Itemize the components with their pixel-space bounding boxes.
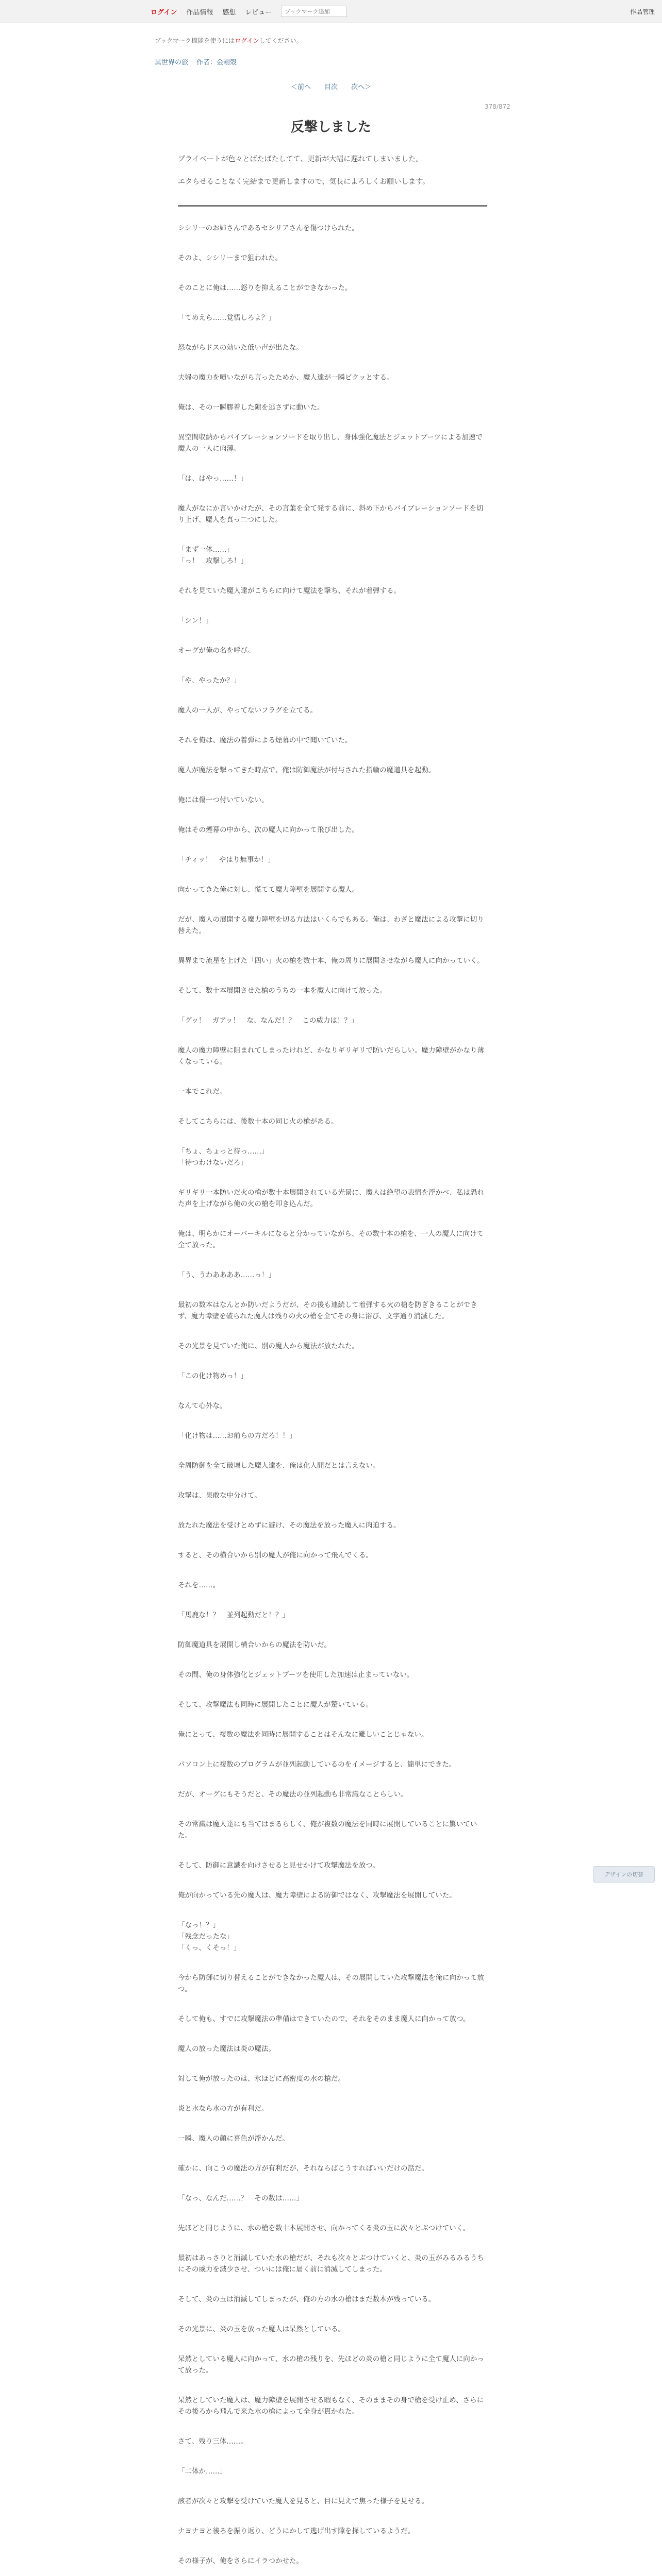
novel-paragraph: 魔人がなにか言いかけたが、その言葉を全て発する前に、斜め下からバイブレーションソードを切り上げ、魔人を真っ二つにした。: [178, 504, 484, 524]
novel-paragraph: 該者が次々と攻撃を受けていた魔人を見ると、目に見えて焦った様子を見せる。: [178, 2497, 428, 2505]
breadcrumb-author[interactable]: 作者：金剛殻: [196, 59, 237, 66]
novel-paragraph: 対して俺が放ったのは、氷ほどに高密度の水の槍だ。: [178, 2075, 345, 2083]
novel-paragraph: 異空間収納からバイブレーションソードを取り出し、身体強化魔法とジェットブーツによる加速で魔人の一人に肉薄。: [178, 433, 483, 453]
notice-login-link[interactable]: ログイン: [235, 37, 259, 44]
novel-paragraph: 炎と水なら水の方が有利だ。: [178, 2105, 269, 2113]
novel-paragraph: 「馬鹿な！？ 並列起動だと！？」: [178, 1611, 289, 1619]
novel-paragraph: そして俺も、すでに攻撃魔法の準備はできていたので、それをそのまま魔人に向かって放つ。: [178, 2015, 470, 2023]
preface-line: エタらせることなく完結まで更新しますので、気長によろしくお願いします。: [178, 178, 430, 186]
novel-paragraph: だが、魔人の展開する魔力障壁を切る方法はいくらでもある。俺は、わざと魔法による攻撃に切り替えた。: [178, 916, 484, 935]
chapter-pager: [0, 81, 662, 91]
novel-paragraph: 最初はあっさりと消滅していた水の槍だが、それも次々とぶつけていくと、炎の玉がみるみるうちにその威力を減少させ、ついには俺に届く前に消滅してしまった。: [178, 2254, 484, 2274]
novel-paragraph: 先ほどと同じように、水の槍を数十本展開させ、向かってくる炎の玉に次々とぶつけていく。: [178, 2224, 470, 2232]
novel-paragraph: 「や、やったか？」: [178, 676, 241, 685]
novel-paragraph: だが、オーグにもそうだと、その魔法の並列起動も非常識なことらしい。: [178, 1790, 408, 1799]
notice-suffix: してください。: [259, 37, 303, 44]
preface-divider: [178, 205, 487, 207]
novel-paragraph: 俺はその煙幕の中から、次の魔人に向かって飛び出した。: [178, 826, 359, 834]
top-nav-bar: [0, 0, 662, 23]
novel-paragraph: 「化け物は……お前らの方だろ！！」: [178, 1432, 296, 1440]
novel-body: [178, 223, 487, 2576]
novel-paragraph: 「てめえら……覚悟しろよ？」: [178, 314, 275, 322]
novel-paragraph: そして、防御に意識を向けさせると見せかけて攻撃魔法を放つ。: [178, 1861, 379, 1870]
novel-paragraph: その間、俺の身体強化とジェットブーツを使用した加速は止まっていない。: [178, 1671, 414, 1679]
novel-paragraph: 最初の数本はなんとか防いだようだが、その後も連続して着弾する火の槍を防ぎきることができず、魔力障壁を破られた魔人は残りの火の槍を全てその身に浴び、文字通り消滅した。: [178, 1301, 477, 1320]
novel-paragraph: その光景に、炎の玉を放った魔人は呆然としている。: [178, 2325, 345, 2333]
novel-paragraph: 「二体か……」: [178, 2467, 227, 2476]
breadcrumb-series[interactable]: 異世界の旅: [155, 59, 189, 66]
novel-paragraph: 呆然としている魔人に向かって、水の槍の残りを、先ほどの炎の槍と同じように全て魔人に向かって放った。: [178, 2355, 484, 2375]
novel-paragraph: 一本でこれだ。: [178, 1088, 227, 1096]
novel-paragraph: そして、攻撃魔法も同時に展開したことに魔人が驚いている。: [178, 1701, 373, 1709]
novel-paragraph: 「なっ、なんだ……？ その数は……」: [178, 2194, 303, 2202]
novel-paragraph: 「は、はやっ……！」: [178, 474, 247, 483]
novel-paragraph: 一瞬、魔人の顔に喜色が浮かんだ。: [178, 2134, 289, 2143]
novel-paragraph: ギリギリ一本防いだ火の槍が数十本展開されている光景に、魔人は絶望の表情を浮かべ、私は恐れた声を上げながら俺の火の槍を叩き込んだ。: [178, 1189, 484, 1208]
design-switch-button[interactable]: デザインの切替: [593, 1866, 655, 1883]
nav-link-info[interactable]: 作品情報: [186, 8, 213, 16]
novel-paragraph: 異界まで流星を上げた「四い」火の槍を数十本、俺の周りに展開させながら魔人に向かっていく。: [178, 957, 484, 965]
novel-paragraph: 俺にとって、複数の魔法を同時に展開することはそんなに難しいことじゃない。: [178, 1731, 428, 1739]
bookmark-input[interactable]: [281, 6, 347, 17]
novel-paragraph: 魔人の魔力障壁に阻まれてしまったけれど、かなりギリギリで防いだらしい。魔力障壁がかなり薄くなっている。: [178, 1046, 484, 1066]
novel-paragraph: そのよ、シシリーまで狙われた。: [178, 254, 283, 262]
novel-paragraph: 確かに、向こうの魔法の方が有利だが、それならばこうすればいいだけの話だ。: [178, 2164, 428, 2173]
novel-paragraph: そして、炎の玉は消滅してしまったが、俺の方の水の槍はまだ数本が残っている。: [178, 2295, 436, 2303]
chapter-title: 反撃しました: [290, 120, 371, 135]
novel-paragraph: 夫婦の魔力を噴いながら言ったためか、魔人達が一瞬ビクッとする。: [178, 374, 394, 382]
novel-paragraph: 「ちょ、ちょっと待っ……」 「待つわけないだろ」: [178, 1147, 269, 1167]
prev-link[interactable]: ＜前へ: [290, 83, 311, 91]
novel-paragraph: 「なっ！？」 「残念だったな」 「くっ、くそっ！」: [178, 1921, 241, 1952]
novel-paragraph: 防御魔道具を展開し横合いからの魔法を防いだ。: [178, 1641, 331, 1649]
top-nav-links: [151, 4, 347, 19]
novel-paragraph: パソコン上に複数のプログラムが並列起動しているのをイメージすると、簡単にできた。: [178, 1760, 456, 1769]
novel-paragraph: それを見ていた魔人達がこちらに向けて魔法を撃ち、それが着弾する。: [178, 587, 401, 595]
preface-line: プライベートが色々とばたばたしてて、更新が大幅に遅れてしまいました。: [178, 155, 423, 163]
novel-paragraph: それを俺は、魔法の着弾による煙幕の中で聞いていた。: [178, 736, 352, 744]
novel-paragraph: そのことに俺は……怒りを抑えることができなかった。: [178, 284, 352, 292]
nav-link-reviews[interactable]: 感想: [222, 8, 236, 16]
novel-paragraph: ナヨナヨと後ろを振り返り、どうにかして逃げ出す隙を探しているようだ。: [178, 2527, 415, 2535]
novel-paragraph: それを……。: [178, 1581, 220, 1589]
novel-paragraph: 今から防御に切り替えることができなかった魔人は、その展開していた攻撃魔法を俺に向かって放つ。: [178, 1974, 484, 1993]
novel-paragraph: 俺が向かっている先の魔人は、魔力障壁による防御ではなく、攻撃魔法を展開していた。: [178, 1891, 456, 1900]
novel-paragraph: 魔人の放った魔法は炎の魔法。: [178, 2045, 275, 2053]
novel-paragraph: そしてこちらには、後数十本の同じ火の槍がある。: [178, 1117, 338, 1126]
notice-prefix: ブックマーク機能を使うには: [155, 37, 235, 44]
novel-paragraph: 怒ながらドスの効いた低い声が出たな。: [178, 344, 303, 352]
novel-paragraph: 魔人の一人が、やってないフラグを立てる。: [178, 706, 317, 715]
novel-paragraph: 「シン！」: [178, 617, 213, 625]
chapter-number: 378/872: [485, 103, 510, 110]
nav-link-review[interactable]: レビュー: [245, 8, 272, 16]
login-notice: [155, 36, 303, 45]
toc-link[interactable]: 目次: [324, 83, 338, 91]
novel-paragraph: 呆然としていた魔人は、魔力障壁を展開させる暇もなく、そのままその身で槍を受け止め、さらにその後ろから飛んで来た水の槍によって全身が貫かれた。: [178, 2396, 484, 2416]
breadcrumb: [155, 57, 237, 66]
novel-paragraph: その光景を見ていた俺に、別の魔人から魔法が放たれた。: [178, 1342, 359, 1350]
novel-paragraph: 放たれた魔法を受けとめずに避け、その魔法を放った魔人に肉迫する。: [178, 1521, 401, 1530]
novel-paragraph: シシリーのお姉さんであるセシリアさんを傷つけられた。: [178, 224, 359, 232]
novel-paragraph: オーグが俺の名を呼び。: [178, 647, 254, 655]
novel-paragraph: その常識は魔人達にも当てはまるらしく、俺が複数の魔法を同時に展開していることに驚いていた。: [178, 1820, 477, 1840]
manage-link[interactable]: 作品管理: [630, 8, 655, 15]
novel-paragraph: 「この化け物めっ！」: [178, 1372, 247, 1380]
novel-paragraph: 俺には傷一つ付いていない。: [178, 796, 269, 804]
novel-paragraph: 「チィッ！ やはり無事か！」: [178, 856, 275, 864]
novel-paragraph: その様子が、俺をさらにイラつかせた。: [178, 2557, 303, 2565]
novel-paragraph: 全周防御を全て破壊した魔人達を、俺は化人間だとは言えない。: [178, 1462, 380, 1470]
chapter-preface: [178, 148, 487, 193]
novel-paragraph: 向かってきた俺に対し、慌てて魔力障壁を展開する魔人。: [178, 886, 359, 894]
novel-paragraph: 俺は、その一瞬膠着した隙を逃さずに動いた。: [178, 403, 324, 412]
novel-paragraph: そして、数十本展開させた槍のうちの一本を魔人に向けて放った。: [178, 987, 387, 995]
novel-paragraph: 魔人が魔法を撃ってきた時点で、俺は防御魔法が付与された指輪の魔道具を起動。: [178, 766, 436, 774]
login-link[interactable]: ログイン: [151, 8, 177, 16]
novel-paragraph: 「まず一体……」 「っ！ 攻撃しろ！」: [178, 546, 247, 565]
novel-paragraph: なんて心外な。: [178, 1402, 227, 1410]
novel-paragraph: 攻撃は、果敢な中分けて。: [178, 1492, 261, 1500]
novel-paragraph: 「う、うわああああ……っ！」: [178, 1271, 275, 1279]
novel-paragraph: すると、その横合いから別の魔人が俺に向かって飛んでくる。: [178, 1551, 373, 1560]
novel-paragraph: 俺は、明らかにオーバーキルになると分かっていながら、その数十本の槍を、一人の魔人に向けて全て放った。: [178, 1230, 484, 1249]
next-link[interactable]: 次へ＞: [351, 83, 372, 91]
novel-paragraph: さて、残り三体……。: [178, 2437, 247, 2446]
novel-paragraph: 「グッ！ ガアッ！ な、なんだ！？ この威力は！？」: [178, 1016, 358, 1025]
